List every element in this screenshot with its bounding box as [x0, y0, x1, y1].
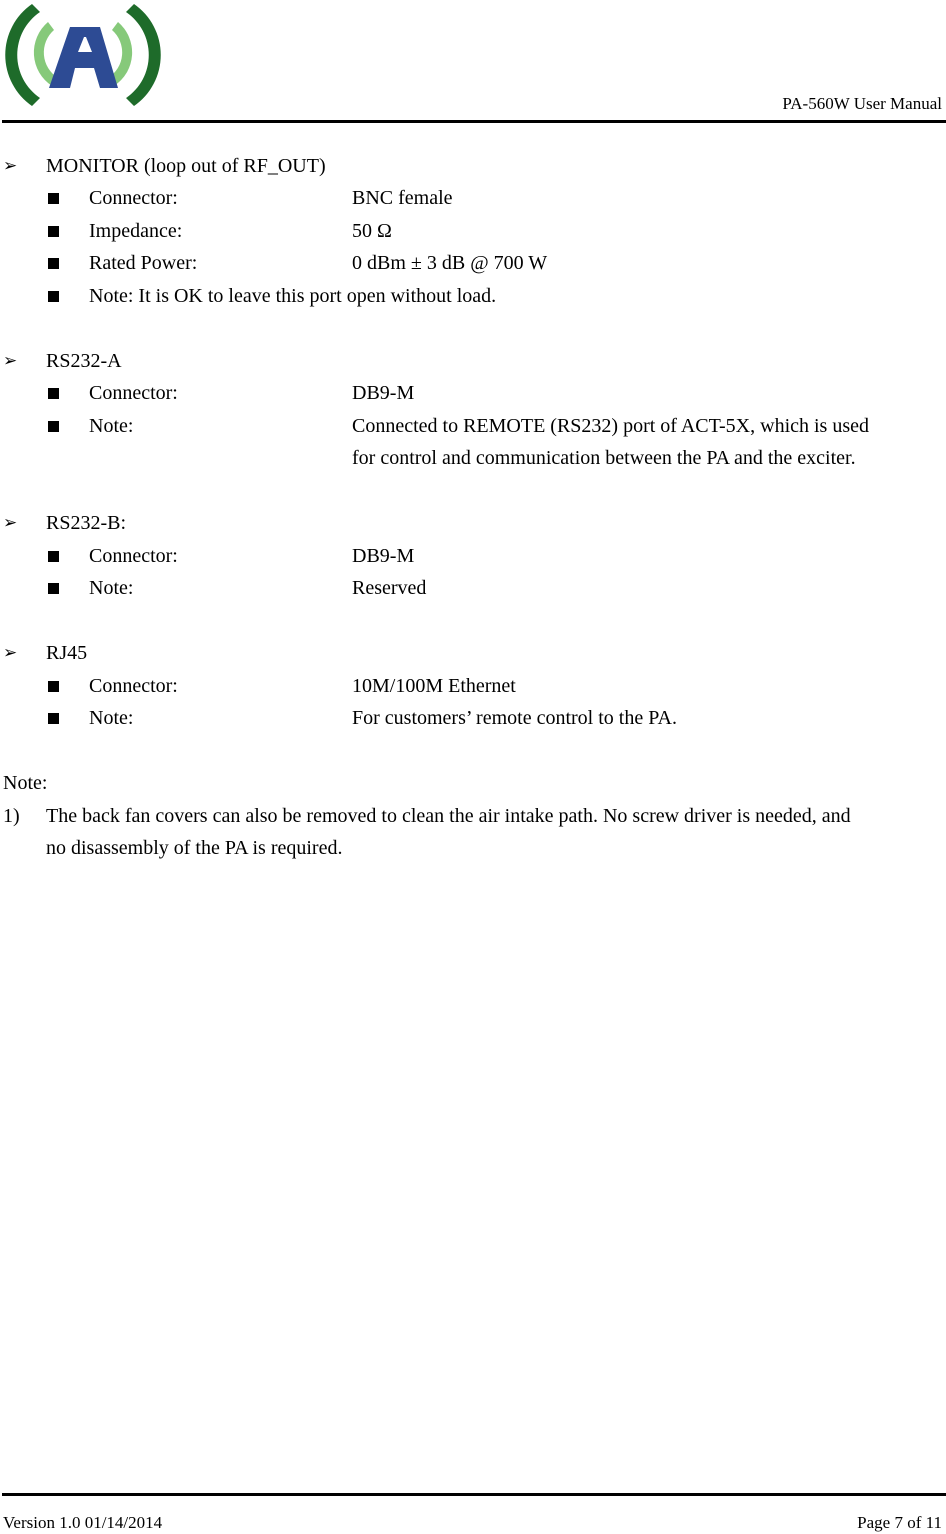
section-title: MONITOR (loop out of RF_OUT)	[46, 155, 326, 177]
square-bullet-icon	[48, 226, 59, 237]
footer-rule	[2, 1493, 946, 1496]
footer-page-number: Page 7 of 11	[857, 1513, 942, 1532]
square-bullet-icon	[48, 291, 59, 302]
item-label: Note:	[89, 577, 134, 599]
square-bullet-icon	[48, 551, 59, 562]
square-bullet-icon	[48, 713, 59, 724]
item-value: Connected to REMOTE (RS232) port of ACT-5X, which is used	[352, 415, 870, 437]
item-value: 0 dBm ± 3 dB @ 700 W	[352, 252, 548, 274]
item-label: Connector:	[89, 187, 178, 209]
item-note: Note: It is OK to leave this port open without load.	[89, 285, 497, 307]
item-label: Connector:	[89, 545, 178, 567]
note-text-continuation: no disassembly of the PA is required.	[46, 837, 343, 859]
section-title: RS232-B:	[46, 512, 127, 534]
item-value: DB9-M	[352, 545, 415, 567]
header-rule	[2, 120, 946, 123]
item-value: For customers’ remote control to the PA.	[352, 707, 677, 729]
item-value: BNC female	[352, 187, 453, 209]
item-label: Note:	[89, 415, 134, 437]
square-bullet-icon	[48, 193, 59, 204]
item-label: Connector:	[89, 675, 178, 697]
item-label: Rated Power:	[89, 252, 198, 274]
arrow-bullet-icon: ➢	[3, 513, 18, 532]
arrow-bullet-icon: ➢	[3, 351, 18, 370]
section-title: RS232-A	[46, 350, 122, 372]
footer-version: Version 1.0 01/14/2014	[3, 1513, 163, 1532]
item-label: Impedance:	[89, 220, 183, 242]
note-text: The back fan covers can also be removed to clean the air intake path. No screw driver is needed, and	[46, 805, 851, 827]
item-value: 50 Ω	[352, 220, 392, 242]
square-bullet-icon	[48, 388, 59, 399]
square-bullet-icon	[48, 583, 59, 594]
item-value-continuation: for control and communication between the PA and the exciter.	[352, 447, 856, 469]
item-value: 10M/100M Ethernet	[352, 675, 516, 697]
square-bullet-icon	[48, 681, 59, 692]
item-value: DB9-M	[352, 382, 415, 404]
item-label: Note:	[89, 707, 134, 729]
logo-letter-a-icon	[49, 27, 118, 88]
item-value: Reserved	[352, 577, 427, 599]
arrow-bullet-icon: ➢	[3, 156, 18, 175]
square-bullet-icon	[48, 258, 59, 269]
square-bullet-icon	[48, 421, 59, 432]
document-title: PA-560W User Manual	[782, 94, 942, 113]
note-heading: Note:	[3, 772, 48, 794]
arrow-bullet-icon: ➢	[3, 643, 18, 662]
note-number: 1)	[3, 805, 20, 827]
company-logo	[2, 0, 162, 112]
item-label: Connector:	[89, 382, 178, 404]
section-title: RJ45	[46, 642, 88, 664]
